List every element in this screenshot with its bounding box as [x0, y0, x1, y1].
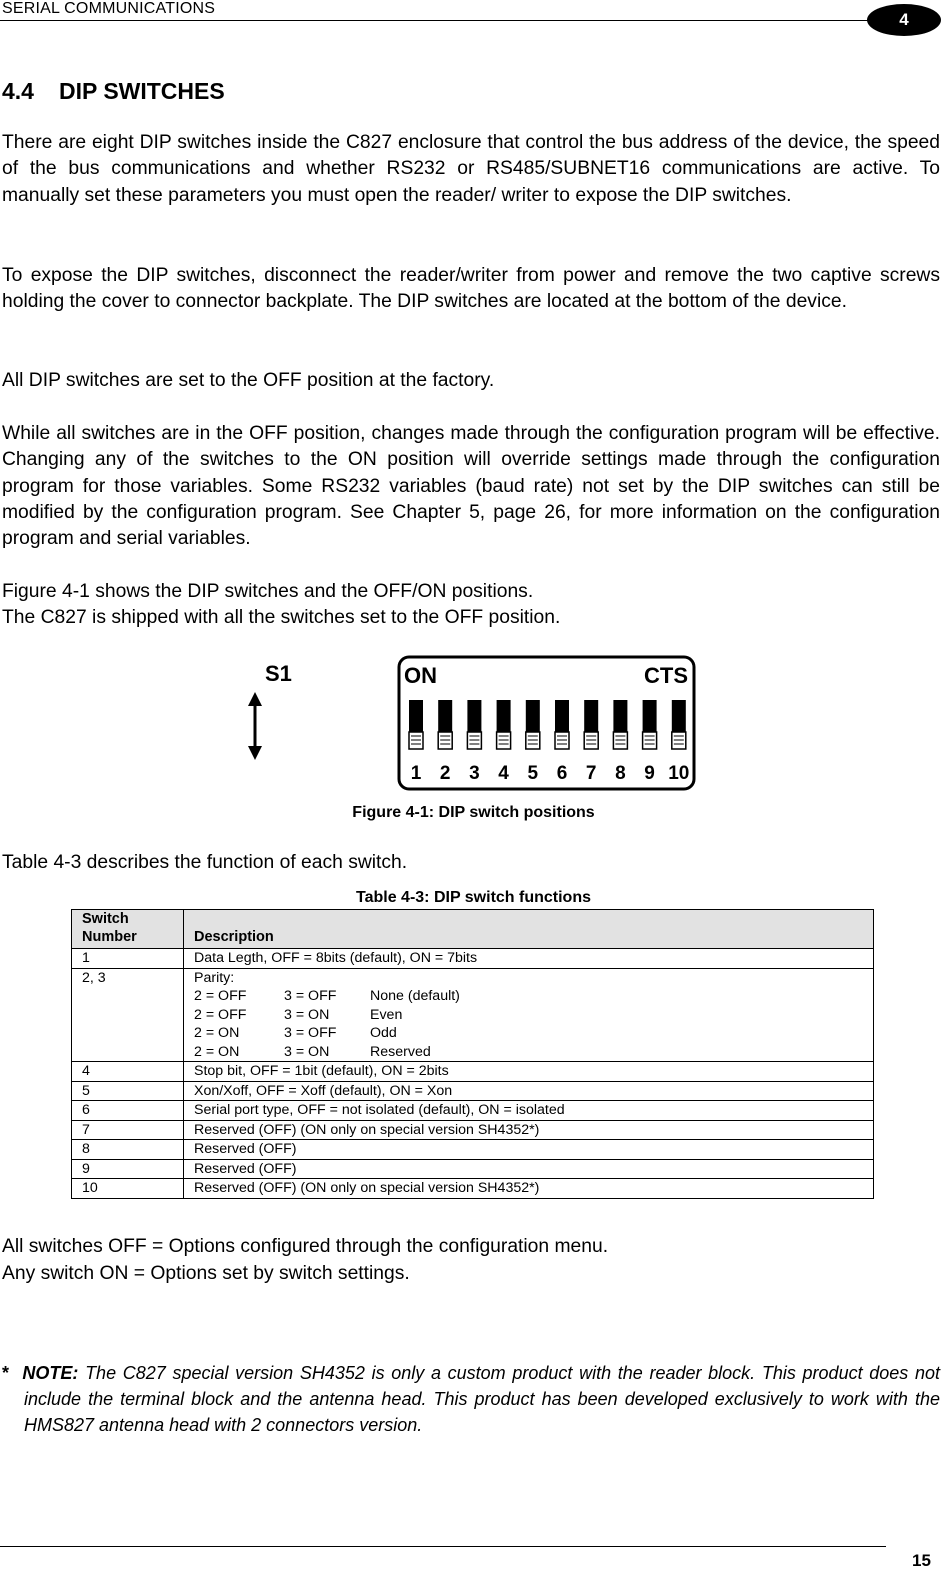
dip-switch	[555, 700, 569, 749]
header-line-1: Switch	[82, 911, 129, 927]
cell-switch-number: 5	[72, 1081, 184, 1101]
description-text: Reserved (OFF)	[194, 1160, 297, 1177]
table-row	[72, 1101, 874, 1121]
parity-result: None (default)	[370, 988, 460, 1004]
note-label: NOTE:	[22, 1363, 79, 1383]
on-label: ON	[404, 663, 437, 688]
running-header: SERIAL COMMUNICATIONS	[2, 0, 216, 17]
switch-number-label: 1	[410, 763, 422, 784]
note-star: *	[2, 1363, 10, 1383]
parity-s3: 3 = OFF	[284, 988, 337, 1004]
table-row	[72, 1120, 874, 1140]
paragraph-all-off: All switches OFF = Options configured through the configuration menu.	[2, 1236, 609, 1257]
section-heading	[2, 78, 225, 105]
switch-number-label: 5	[527, 763, 539, 784]
dip-switch	[526, 700, 540, 749]
switch-number-label: 8	[615, 763, 626, 784]
dip-function-table	[71, 909, 874, 1199]
footer-rule	[0, 1546, 886, 1547]
cell-description	[184, 1159, 874, 1179]
parity-result: Reserved	[370, 1043, 431, 1060]
parity-s2: 2 = OFF	[194, 1006, 247, 1023]
parity-option	[194, 1006, 873, 1025]
description-text: Parity:	[194, 969, 235, 986]
paragraph-override: While all switches are in the OFF position, changes made through the configuration program will be effective. Changing any of the switches to the ON position will override settings made through the configuration program for those variables. Some RS232 variables (baud rate) not set by the DIP switches can still be modified by the configuration program. See Chapter 5, page 26, for more information on the configuration program and serial variables.	[2, 423, 940, 550]
switch-number-label: 10	[668, 763, 690, 784]
cell-description	[184, 1101, 874, 1121]
table-row	[72, 1179, 874, 1199]
paragraph-figure-ref: Figure 4-1 shows the DIP switches and the OFF/ON positions.	[2, 581, 534, 602]
note-block	[2, 1360, 940, 1438]
cell-switch-number: 7	[72, 1120, 184, 1140]
paragraph-table-ref: Table 4-3 describes the function of each switch.	[2, 852, 408, 873]
cell-switch-number: 4	[72, 1062, 184, 1082]
table-header-row	[72, 910, 874, 949]
switch-number-label: 2	[439, 763, 451, 784]
page-number: 15	[912, 1551, 931, 1570]
parity-s2: 2 = ON	[194, 1025, 240, 1041]
table-row	[72, 1062, 874, 1082]
section-title: DIP SWITCHES	[59, 78, 225, 104]
table-row	[72, 1081, 874, 1101]
parity-option	[194, 987, 873, 1006]
cell-description	[184, 949, 874, 969]
cell-description	[184, 968, 874, 1062]
switch-number-label: 4	[498, 763, 509, 784]
header-description: Description	[184, 910, 874, 949]
dip-switch	[672, 700, 686, 749]
dip-switch-figure	[240, 652, 700, 796]
switch-number-label: 3	[469, 763, 480, 784]
paragraph-shipped: The C827 is shipped with all the switches set to the OFF position.	[2, 607, 561, 628]
cell-description	[184, 1140, 874, 1160]
parity-result: Even	[370, 1006, 403, 1023]
parity-option	[194, 1024, 873, 1043]
table-row	[72, 968, 874, 1062]
header-line-2: Number	[82, 929, 137, 945]
parity-s2: 2 = OFF	[194, 988, 247, 1004]
description-text: Reserved (OFF)	[194, 1141, 297, 1157]
paragraph-any-on: Any switch ON = Options set by switch settings.	[2, 1263, 410, 1284]
switch-number-label: 6	[556, 763, 568, 784]
paragraph-intro: There are eight DIP switches inside the C827 enclosure that control the bus address of the device, the speed of the bus communications and whether RS232 or RS485/SUBNET16 communications are active. To manually set these parameters you must open the reader/ writer to expose the DIP switches.	[2, 132, 940, 206]
cell-description	[184, 1062, 874, 1082]
cell-switch-number: 1	[72, 949, 184, 969]
header-switch-number	[72, 910, 184, 949]
cell-switch-number: 2, 3	[72, 968, 184, 1062]
switch-number-label: 7	[585, 763, 597, 784]
figure-caption: Figure 4-1: DIP switch positions	[352, 804, 595, 821]
cell-description	[184, 1081, 874, 1101]
cell-switch-number: 6	[72, 1101, 184, 1121]
parity-s2: 2 = ON	[194, 1043, 240, 1060]
parity-option	[194, 1043, 873, 1062]
description-text: Xon/Xoff, OFF = Xoff (default), ON = Xon	[194, 1082, 453, 1099]
parity-s3: 3 = ON	[284, 1043, 330, 1060]
dip-switch	[409, 700, 423, 749]
dip-switch	[438, 700, 452, 749]
table-row	[72, 1140, 874, 1160]
paragraph-factory: All DIP switches are set to the OFF position at the factory.	[2, 370, 495, 391]
dip-switch	[497, 700, 511, 749]
parity-s3: 3 = OFF	[284, 1025, 337, 1041]
dip-switch	[467, 700, 481, 749]
description-text: Serial port type, OFF = not isolated (default), ON = isolated	[194, 1102, 565, 1118]
cell-switch-number: 8	[72, 1140, 184, 1160]
description-text: Stop bit, OFF = 1bit (default), ON = 2bits	[194, 1063, 449, 1079]
cts-label: CTS	[644, 663, 688, 688]
cell-switch-number: 10	[72, 1179, 184, 1199]
cell-switch-number: 9	[72, 1159, 184, 1179]
parity-result: Odd	[370, 1025, 397, 1041]
dip-switch	[613, 700, 627, 749]
header-rule	[0, 20, 880, 21]
description-text: Data Legth, OFF = 8bits (default), ON = 7bits	[194, 950, 478, 966]
dip-switch	[643, 700, 657, 749]
chapter-badge: 4	[867, 4, 941, 36]
parity-s3: 3 = ON	[284, 1006, 330, 1023]
section-number: 4.4	[2, 78, 34, 104]
cell-description	[184, 1179, 874, 1199]
cell-description	[184, 1120, 874, 1140]
table-row	[72, 949, 874, 969]
description-text: Reserved (OFF) (ON only on special version SH4352*)	[194, 1180, 540, 1196]
dip-switch	[584, 700, 598, 749]
up-down-arrow-icon	[248, 692, 262, 760]
table-row	[72, 1159, 874, 1179]
s1-label: S1	[265, 661, 292, 686]
description-text: Reserved (OFF) (ON only on special version SH4352*)	[194, 1121, 540, 1138]
paragraph-expose: To expose the DIP switches, disconnect the reader/writer from power and remove the two captive screws holding the cover to connector backplate. The DIP switches are located at the bottom of the device.	[2, 265, 940, 313]
switch-number-label: 9	[644, 763, 655, 784]
note-text: The C827 special version SH4352 is only a custom product with the reader block. This product does not include the terminal block and the antenna head. This product has been developed exclusively to work with the HMS827 antenna head with 2 connectors version.	[24, 1363, 940, 1435]
table-caption: Table 4-3: DIP switch functions	[356, 889, 591, 906]
